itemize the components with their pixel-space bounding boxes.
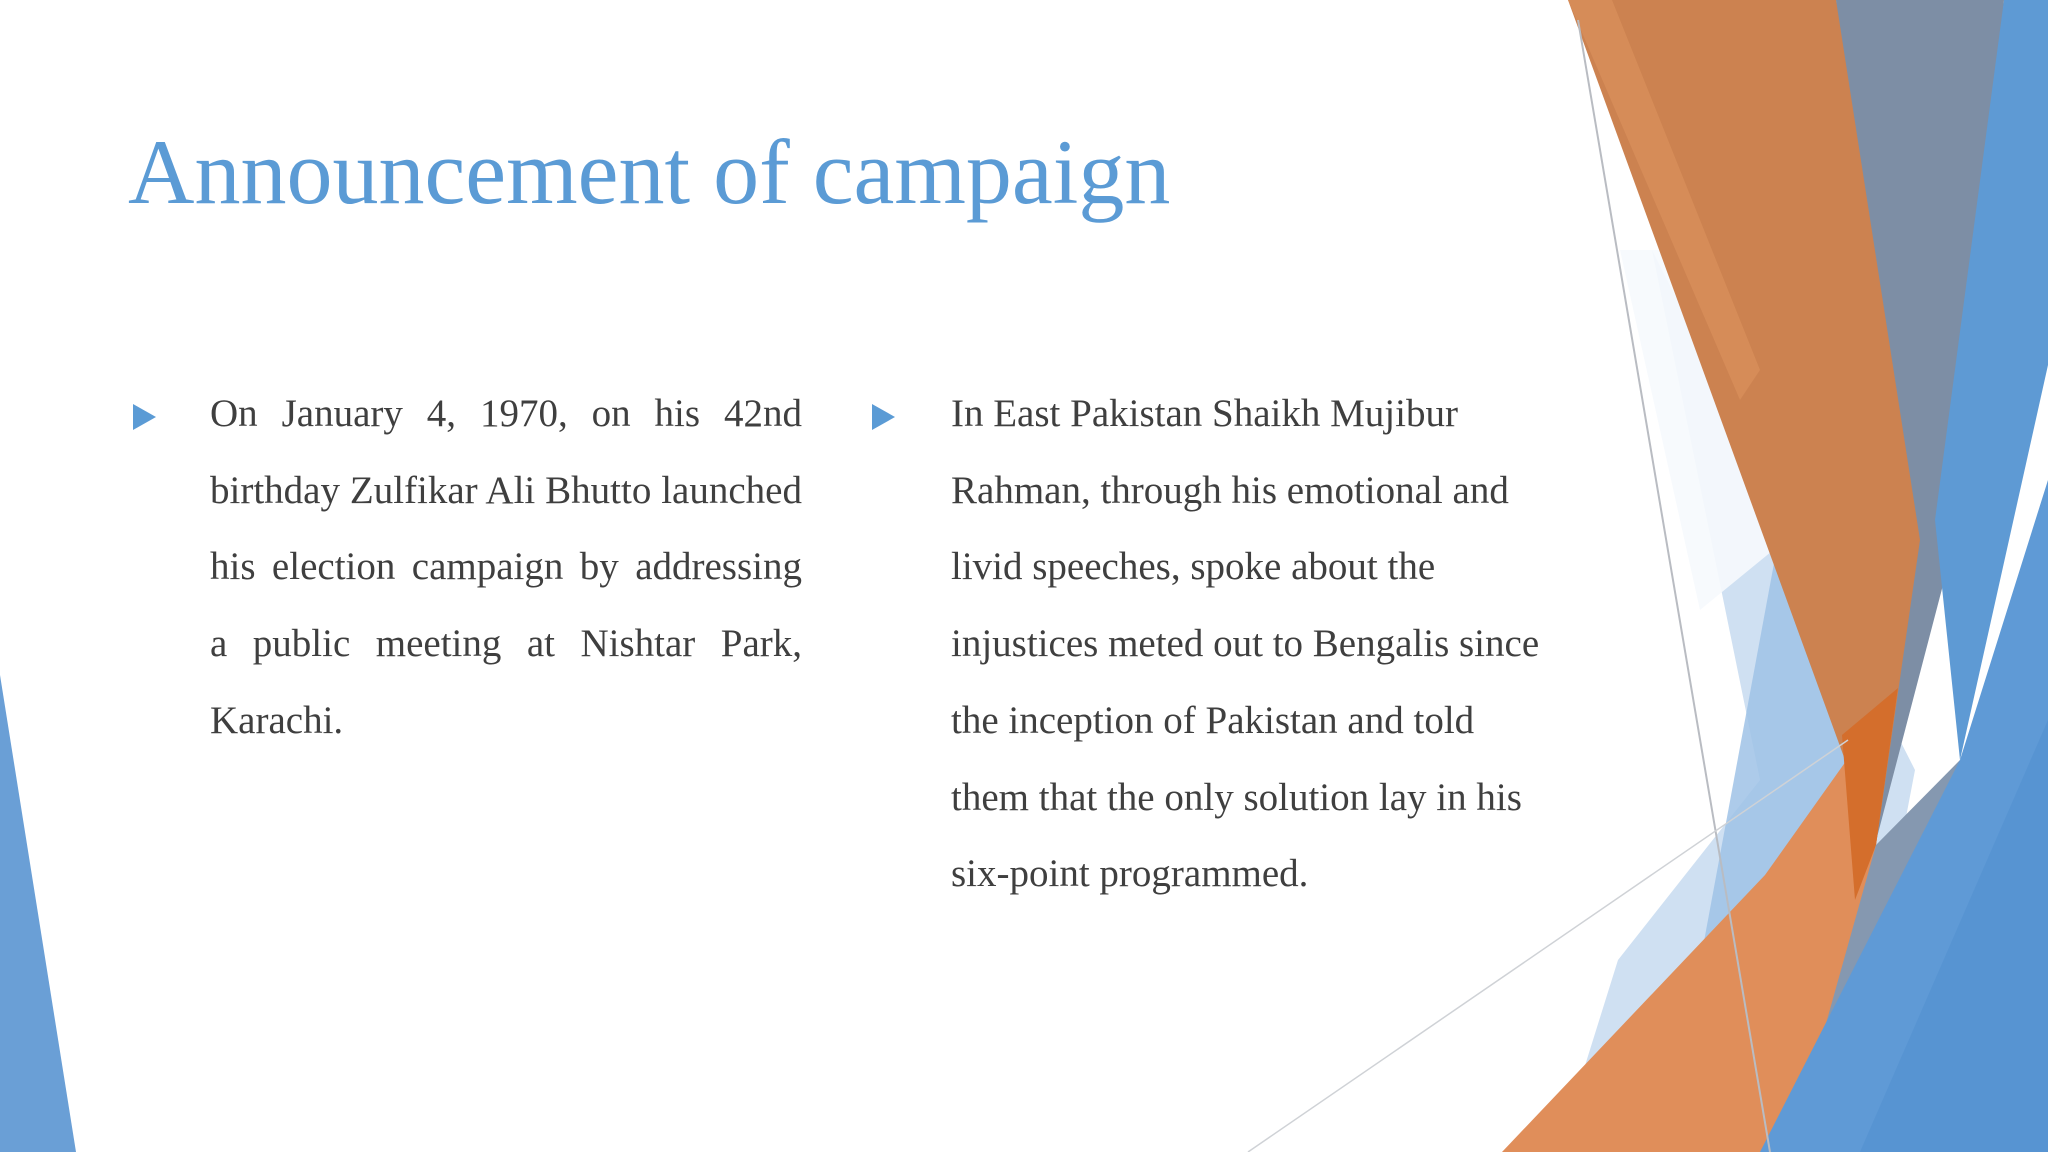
left-blue-shape — [0, 675, 76, 1152]
bullet-column-right — [868, 376, 1548, 913]
triangle-right-icon — [872, 404, 895, 430]
bullet-text-right: In East Pakistan Shaikh Mujibur Rahman, through his emotional and livid speeches, spoke about the injustices meted out to Bengalis since the inception of Pakistan and told them that the only solution lay in his six-point programmed. — [951, 392, 1540, 896]
bullet-column-left — [128, 376, 802, 760]
triangle-right-icon — [133, 404, 156, 430]
bullet-text-left: On January 4, 1970, on his 42nd birthday Zulfikar Ali Bhutto launched his election campaign by addressing a public meeting at Nishtar Park, Karachi. — [210, 392, 802, 742]
slide-title: Announcement of campaign — [128, 121, 1171, 223]
